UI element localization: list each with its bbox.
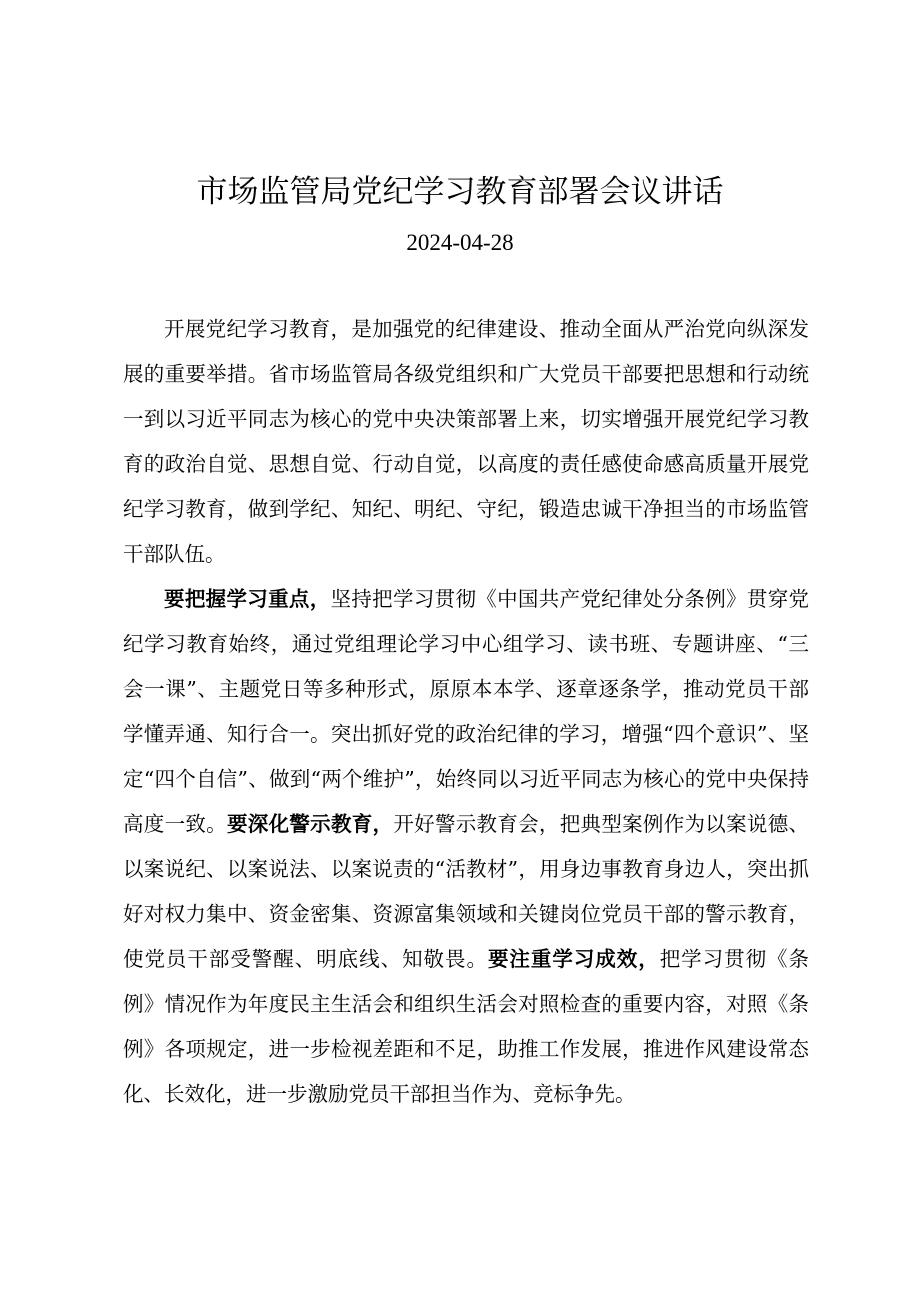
heading-study-focus: 要把握学习重点， [164,587,331,611]
document-body [123,307,809,1117]
document-title: 市场监管局党纪学习教育部署会议讲话 [196,174,724,210]
heading-warning-education: 要深化警示教育， [226,812,394,836]
text-warning-education: 开好警示教育会，把典型案例作为以案说德、以案说纪、以案说法、以案说责的“活教材”，用身边事教育身边人，突出抓好对权力集中、资金密集、资源富集领域和关键岗位党员干部的警示教育，使党员干部受警醒、明底线、知敬畏。 [123,812,809,971]
text-study-focus: 坚持把学习贯彻《中国共产党纪律处分条例》贯穿党纪学习教育始终，通过党组理论学习中心组学习、读书班、专题讲座、“三会一课”、主题党日等多种形式，原原本本学、逐章逐条学，推动党员干部学懂弄通、知行合一。突出抓好党的政治纪律的学习，增强“四个意识”、坚定“四个自信”、做到“两个维护”，始终同以习近平同志为核心的党中央保持高度一致。 [123,587,810,836]
heading-study-results: 要注重学习成效， [487,947,660,971]
paragraph-measures [123,577,809,1117]
document-date: 2024-04-28 [406,230,514,255]
paragraph-intro: 开展党纪学习教育，是加强党的纪律建设、推动全面从严治党向纵深发展的重要举措。省市场监管局各级党组织和广大党员干部要把思想和行动统一到以习近平同志为核心的党中央决策部署上来，切实增强开展党纪学习教育的政治自觉、思想自觉、行动自觉，以高度的责任感使命感高质量开展党纪学习教育，做到学纪、知纪、明纪、守纪，锻造忠诚干净担当的市场监管干部队伍。 [123,317,809,566]
text-study-results: 把学习贯彻《条例》情况作为年度民主生活会和组织生活会对照检查的重要内容，对照《条例》各项规定，进一步检视差距和不足，助推工作发展，推进作风建设常态化、长效化，进一步激励党员干部担当作为、竞标争先。 [123,947,810,1106]
